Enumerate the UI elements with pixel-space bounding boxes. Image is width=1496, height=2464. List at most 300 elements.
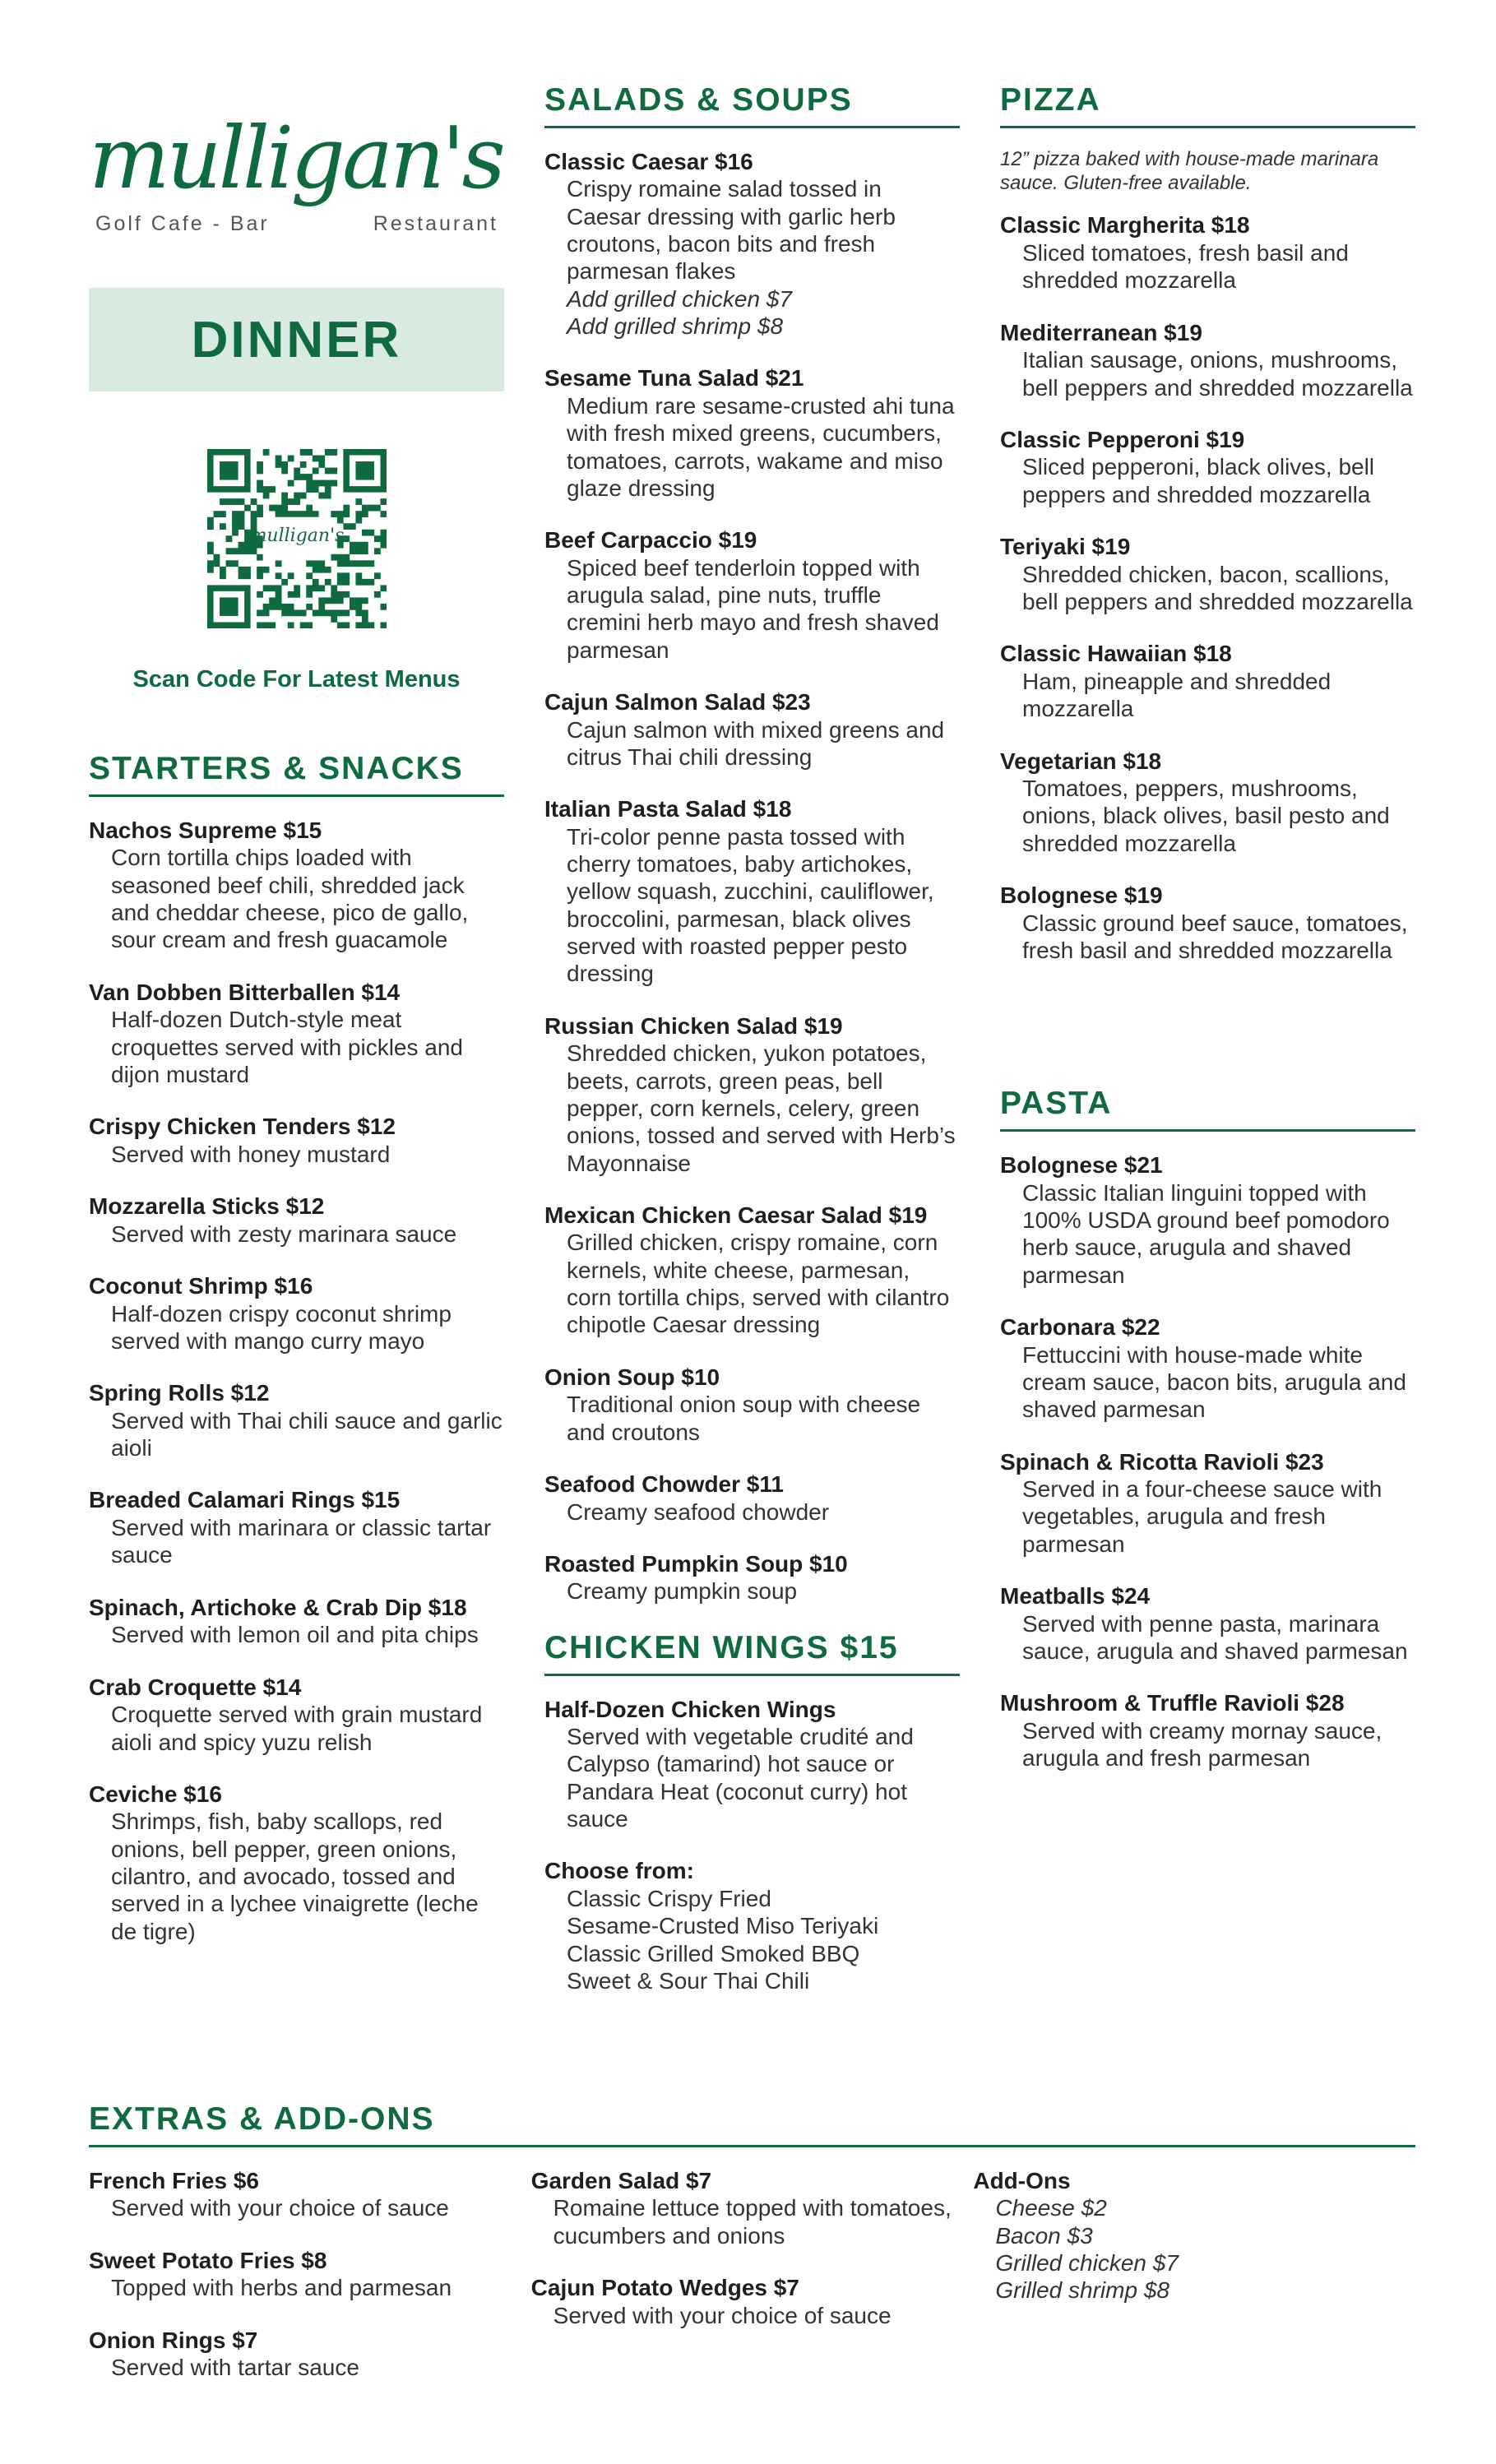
- qr-module: [306, 511, 313, 517]
- qr-module: [349, 542, 355, 549]
- menu-item: [1000, 1448, 1415, 1559]
- qr-module: [257, 609, 263, 616]
- qr-module: [355, 511, 362, 517]
- menu-item: [89, 1781, 504, 1945]
- item-name: Classic Pepperoni $19: [1000, 426, 1245, 452]
- qr-module: [331, 585, 337, 591]
- qr-module: [331, 511, 337, 517]
- qr-module: [213, 554, 220, 561]
- qr-module: [250, 511, 257, 517]
- menu-item: [1000, 882, 1415, 964]
- logo-subtitle-right: Restaurant: [373, 212, 498, 235]
- item-name: Garden Salad $7: [530, 2167, 712, 2193]
- qr-module: [324, 493, 331, 499]
- qr-module: [225, 560, 232, 567]
- qr-module: [318, 461, 325, 468]
- qr-module: [299, 609, 306, 616]
- menu-item: [1000, 211, 1415, 294]
- item-description: Ham, pineapple and shredded mozzarella: [1022, 668, 1332, 722]
- menu-item: [544, 1471, 960, 1526]
- qr-module: [281, 505, 288, 512]
- qr-module: [331, 616, 337, 623]
- left-column: [89, 82, 504, 1970]
- qr-module: [306, 474, 313, 480]
- qr-module: [294, 511, 300, 517]
- menu-item: [531, 2274, 974, 2329]
- menu-item: [89, 2167, 531, 2222]
- item-description: Romaine lettuce topped with tomatoes, cucumbers and onions: [553, 2195, 952, 2249]
- item-description: Topped with herbs and parmesan: [111, 2275, 452, 2301]
- item-description: Served with your choice of sauce: [553, 2302, 892, 2328]
- qr-module: [336, 554, 343, 561]
- menu-item: [1000, 426, 1415, 508]
- qr-module: [306, 505, 313, 512]
- menu-item: [1000, 1582, 1415, 1665]
- item-description: Italian sausage, onions, mushrooms, bell peppers and shredded mozzarella: [1022, 347, 1413, 401]
- menu-item: [544, 688, 960, 771]
- qr-module: [355, 604, 362, 610]
- item-name: Classic Hawaiian $18: [1000, 641, 1232, 667]
- qr-module: [281, 579, 288, 586]
- qr-module: [355, 461, 374, 480]
- qr-module: [318, 456, 325, 462]
- wings-list: [544, 1696, 960, 1995]
- qr-module: [306, 486, 313, 493]
- qr-module: [343, 622, 350, 628]
- item-option: Classic Crispy Fried: [567, 1886, 771, 1911]
- item-description: Served with your choice of sauce: [111, 2195, 449, 2221]
- qr-module: [281, 498, 288, 505]
- item-name: Russian Chicken Salad $19: [544, 1012, 843, 1039]
- qr-module: [220, 567, 226, 573]
- qr-module: [324, 468, 331, 475]
- qr-module: [257, 591, 263, 598]
- qr-module: [232, 498, 239, 505]
- item-description: Shrimps, fish, baby scallops, red onions, bell pepper, green onions, cilantro, and avocado, tossed and served in a lychee vinaigrette (leche de tigre): [111, 1809, 479, 1944]
- qr-module: [343, 579, 350, 586]
- qr-module: [306, 585, 313, 591]
- qr-module: [380, 604, 387, 610]
- item-description: Traditional onion soup with cheese and croutons: [567, 1392, 921, 1445]
- menu-item: [544, 1857, 960, 1994]
- item-description: Served with lemon oil and pita chips: [111, 1622, 479, 1648]
- extras-section: [89, 2101, 1415, 2406]
- qr-module: [287, 572, 294, 579]
- qr-module: [312, 560, 318, 567]
- menu-item: [1000, 748, 1415, 858]
- item-name: Spring Rolls $12: [89, 1380, 270, 1406]
- section-title-wings: CHICKEN WINGS $15: [544, 1630, 960, 1676]
- qr-module: [373, 591, 380, 598]
- qr-module: [380, 498, 387, 505]
- menu-item: [89, 1486, 504, 1568]
- qr-module: [361, 505, 368, 512]
- qr-module: [380, 585, 387, 591]
- qr-module: [207, 517, 214, 524]
- qr-module: [355, 597, 362, 604]
- item-name: Breaded Calamari Rings $15: [89, 1487, 401, 1513]
- menu-item: [544, 364, 960, 502]
- qr-module: [318, 567, 325, 573]
- qr-module: [262, 486, 269, 493]
- qr-module: [238, 517, 244, 524]
- qr-module: [281, 604, 288, 610]
- qr-module: [232, 548, 239, 554]
- qr-module: [380, 542, 387, 549]
- item-description: Classic ground beef sauce, tomatoes, fresh basil and shredded mozzarella: [1022, 910, 1408, 963]
- menu-item: [531, 2167, 974, 2249]
- menu-item: [973, 2167, 1415, 2304]
- qr-module: [349, 560, 355, 567]
- item-name: Italian Pasta Salad $18: [544, 796, 792, 822]
- qr-module: [257, 505, 263, 512]
- qr-module: [275, 604, 281, 610]
- item-description: Grilled chicken, crispy romaine, corn kernels, white cheese, parmesan, corn tortilla chips, served with cilantro chipotle Caesar dressing: [567, 1230, 950, 1338]
- qr-module: [324, 567, 331, 573]
- menu-item: [89, 1379, 504, 1461]
- qr-module: [336, 609, 343, 616]
- qr-module: [336, 511, 343, 517]
- qr-module: [275, 585, 281, 591]
- item-name: Onion Soup $10: [544, 1364, 720, 1390]
- qr-module: [213, 560, 220, 567]
- qr-logo-text: mulligan's: [249, 526, 344, 546]
- item-description: Shredded chicken, bacon, scallions, bell peppers and shredded mozzarella: [1022, 561, 1413, 614]
- item-name: Spinach & Ricotta Ravioli $23: [1000, 1448, 1324, 1475]
- qr-code-icon[interactable]: [207, 449, 387, 628]
- qr-module: [262, 493, 269, 499]
- qr-module: [207, 567, 214, 573]
- qr-module: [294, 468, 300, 475]
- qr-module: [262, 622, 269, 628]
- pizza-note: 12” pizza baked with house-made marinara sauce. Gluten-free available.: [1000, 147, 1379, 194]
- qr-module: [343, 560, 350, 567]
- menu-item: [544, 1550, 960, 1605]
- qr-module: [269, 505, 276, 512]
- item-description: Crispy romaine salad tossed in Caesar dressing with garlic herb croutons, bacon bits and fresh parmesan flakes: [567, 176, 896, 285]
- qr-module: [250, 517, 257, 524]
- qr-module: [312, 480, 318, 487]
- qr-module: [257, 554, 263, 561]
- qr-module: [294, 474, 300, 480]
- menu-item: [89, 1272, 504, 1355]
- item-name: Roasted Pumpkin Soup $10: [544, 1550, 848, 1577]
- qr-module: [275, 505, 281, 512]
- item-name: Half-Dozen Chicken Wings: [544, 1696, 836, 1722]
- qr-module: [318, 480, 325, 487]
- item-description: Served in a four-cheese sauce with vegetables, arugula and fresh parmesan: [1022, 1476, 1383, 1557]
- qr-module: [312, 511, 318, 517]
- pizza-list: [1000, 211, 1415, 964]
- qr-module: [349, 548, 355, 554]
- qr-module: [355, 572, 362, 579]
- item-name: Onion Rings $7: [89, 2327, 258, 2353]
- menu-item: [89, 817, 504, 954]
- item-name: Classic Margherita $18: [1000, 212, 1250, 239]
- addon-line: Grilled chicken $7: [995, 2250, 1179, 2276]
- qr-module: [306, 604, 313, 610]
- qr-module: [343, 523, 350, 530]
- addon-line: Cheese $2: [995, 2195, 1107, 2221]
- qr-module: [312, 468, 318, 475]
- qr-module: [331, 597, 337, 604]
- qr-module: [287, 604, 294, 610]
- qr-module: [331, 591, 337, 598]
- pasta-list: [1000, 1151, 1415, 1772]
- qr-module: [299, 493, 306, 499]
- item-description: Corn tortilla chips loaded with seasoned beef chili, shredded jack and cheddar cheese, pico de gallo, sour cream and fresh guacamole: [111, 845, 469, 953]
- section-title-salads: SALADS & SOUPS: [544, 82, 960, 128]
- qr-module: [244, 505, 251, 512]
- item-description: Served with tartar sauce: [111, 2355, 359, 2381]
- qr-module: [281, 511, 288, 517]
- qr-module: [257, 486, 263, 493]
- qr-module: [220, 572, 226, 579]
- qr-module: [380, 530, 387, 536]
- item-description: Served with Thai chili sauce and garlic aioli: [111, 1407, 503, 1461]
- qr-module: [306, 480, 313, 487]
- qr-module: [232, 517, 239, 524]
- qr-module: [343, 535, 350, 542]
- qr-module: [294, 585, 300, 591]
- qr-module: [336, 572, 343, 579]
- qr-module: [355, 622, 362, 628]
- item-name: Coconut Shrimp $16: [89, 1273, 313, 1299]
- qr-module: [349, 604, 355, 610]
- item-description: Creamy pumpkin soup: [567, 1578, 798, 1605]
- qr-module: [306, 622, 313, 628]
- qr-module: [306, 560, 313, 567]
- qr-module: [368, 622, 374, 628]
- item-name: Ceviche $16: [89, 1781, 222, 1807]
- item-description: Served with penne pasta, marinara sauce, arugula and shaved parmesan: [1022, 1610, 1408, 1664]
- menu-item: [1000, 533, 1415, 615]
- qr-module: [361, 616, 368, 623]
- qr-module: [232, 511, 239, 517]
- qr-module: [225, 535, 232, 542]
- qr-module: [220, 461, 239, 480]
- item-description: Served with vegetable crudité and Calypso (tamarind) hot sauce or Pandara Heat (coconut curry) hot sauce: [567, 1724, 914, 1832]
- qr-module: [343, 554, 350, 561]
- item-name: Choose from:: [544, 1858, 694, 1884]
- qr-module: [336, 517, 343, 524]
- qr-module: [238, 548, 244, 554]
- qr-module: [361, 530, 368, 536]
- item-option: Classic Grilled Smoked BBQ: [567, 1940, 860, 1966]
- logo-text: mulligan's: [89, 108, 503, 208]
- qr-module: [262, 567, 269, 573]
- item-name: Van Dobben Bitterballen $14: [89, 979, 401, 1005]
- qr-module: [349, 597, 355, 604]
- section-title-extras: EXTRAS & ADD-ONS: [89, 2101, 1415, 2147]
- extras-grid: [89, 2167, 1415, 2406]
- qr-module: [361, 511, 368, 517]
- qr-module: [318, 597, 325, 604]
- item-name: Cajun Salmon Salad $23: [544, 689, 811, 715]
- item-name: Sesame Tuna Salad $21: [544, 365, 804, 391]
- qr-module: [355, 579, 362, 586]
- item-extra: Add grilled shrimp $8: [567, 313, 784, 339]
- qr-module: [294, 609, 300, 616]
- qr-module: [244, 572, 251, 579]
- item-description: Tri-color penne pasta tossed with cherry tomatoes, baby artichokes, yellow squash, zucchini, cauliflower, broccolini, parmesan, black olives served with roasted pepper pesto dressing: [567, 823, 934, 987]
- item-description: Shredded chicken, yukon potatoes, beets, carrots, green peas, bell pepper, corn kernels, celery, green onions, tossed and served with Herb’s Mayonnaise: [567, 1040, 956, 1176]
- qr-module: [331, 449, 337, 456]
- qr-module: [275, 560, 281, 567]
- qr-label: Scan Code For Latest Menus: [132, 666, 461, 692]
- qr-module: [336, 579, 343, 586]
- qr-module: [361, 579, 368, 586]
- item-description: Served with creamy mornay sauce, arugula and fresh parmesan: [1022, 1717, 1383, 1772]
- qr-module: [262, 585, 269, 591]
- item-name: Seafood Chowder $11: [544, 1471, 784, 1497]
- qr-module: [207, 560, 214, 567]
- menu-item: [89, 1674, 504, 1756]
- menu-item: [544, 526, 960, 664]
- item-name: Mozzarella Sticks $12: [89, 1193, 325, 1220]
- qr-module: [257, 622, 263, 628]
- item-description: Sliced tomatoes, fresh basil and shredded mozzarella: [1022, 240, 1349, 294]
- qr-module: [294, 498, 300, 505]
- item-description: Tomatoes, peppers, mushrooms, onions, black olives, basil pesto and shredded mozzarella: [1022, 776, 1390, 856]
- item-name: Vegetarian $18: [1000, 748, 1162, 774]
- item-name: Crab Croquette $14: [89, 1674, 302, 1700]
- qr-module: [299, 449, 306, 456]
- qr-module: [257, 461, 263, 468]
- item-name: Spinach, Artichoke & Crab Dip $18: [89, 1594, 467, 1620]
- qr-module: [312, 486, 318, 493]
- qr-module: [336, 597, 343, 604]
- qr-module: [287, 622, 294, 628]
- qr-module: [380, 622, 387, 628]
- qr-module: [232, 523, 239, 530]
- qr-module: [331, 468, 337, 475]
- qr-module: [238, 498, 244, 505]
- qr-module: [306, 572, 313, 579]
- item-description: Spiced beef tenderloin topped with arugula salad, pine nuts, truffle cremini herb mayo and fresh shaved parmesan: [567, 554, 939, 663]
- section-title-pizza: PIZZA: [1000, 82, 1415, 128]
- section-title-starters: STARTERS & SNACKS: [89, 751, 504, 797]
- item-name: Bolognese $21: [1000, 1152, 1163, 1179]
- qr-module: [324, 480, 331, 487]
- qr-module: [355, 609, 362, 616]
- menu-item: [1000, 1689, 1415, 1772]
- logo-subtitle-left: Golf Cafe - Bar: [95, 212, 270, 235]
- qr-module: [324, 449, 331, 456]
- menu-item: [544, 1202, 960, 1339]
- item-name: Carbonara $22: [1000, 1313, 1160, 1340]
- menu-title: DINNER: [191, 311, 402, 368]
- item-name: Sweet Potato Fries $8: [89, 2247, 327, 2273]
- qr-module: [220, 511, 226, 517]
- right-column: [1000, 82, 1415, 1796]
- qr-module: [220, 498, 226, 505]
- item-description: Classic Italian linguini topped with 100% USDA ground beef pomodoro herb sauce, arugula and shaved parmesan: [1022, 1179, 1390, 1288]
- qr-module: [269, 622, 276, 628]
- item-name: Teriyaki $19: [1000, 534, 1131, 560]
- qr-module: [318, 560, 325, 567]
- addon-line: Grilled shrimp $8: [995, 2277, 1169, 2304]
- qr-module: [331, 609, 337, 616]
- menu-item: [544, 1012, 960, 1177]
- qr-module: [336, 591, 343, 598]
- qr-module: [355, 542, 362, 549]
- item-description: Creamy seafood chowder: [567, 1498, 830, 1525]
- qr-module: [318, 609, 325, 616]
- item-name: Mexican Chicken Caesar Salad $19: [544, 1202, 928, 1228]
- qr-module: [244, 548, 251, 554]
- qr-module: [262, 604, 269, 610]
- qr-module: [361, 622, 368, 628]
- item-name: Classic Caesar $16: [544, 148, 753, 174]
- qr-module: [257, 572, 263, 579]
- qr-module: [373, 505, 380, 512]
- qr-module: [299, 511, 306, 517]
- addons-lines: [973, 2194, 1415, 2304]
- qr-module: [343, 591, 350, 598]
- qr-module: [213, 511, 220, 517]
- menu-item: [1000, 1151, 1415, 1289]
- qr-module: [343, 511, 350, 517]
- item-name: Mediterranean $19: [1000, 319, 1202, 345]
- qr-module: [355, 498, 362, 505]
- qr-module: [373, 572, 380, 579]
- menu-item: [544, 795, 960, 987]
- qr-module: [269, 585, 276, 591]
- qr-module: [361, 609, 368, 616]
- menu-title-banner: [89, 288, 504, 391]
- item-description: Fettuccini with house-made white cream sauce, bacon bits, arugula and shaved parmesan: [1022, 1341, 1406, 1423]
- qr-module: [306, 591, 313, 598]
- qr-module: [312, 585, 318, 591]
- qr-module: [275, 456, 281, 462]
- qr-module: [238, 523, 244, 530]
- item-description: Half-dozen crispy coconut shrimp served with mango curry mayo: [111, 1300, 452, 1354]
- qr-module: [269, 486, 276, 493]
- qr-module: [281, 461, 288, 468]
- qr-module: [336, 622, 343, 628]
- menu-item: [89, 1193, 504, 1248]
- menu-item: [1000, 1313, 1415, 1424]
- menu-item: [544, 148, 960, 340]
- qr-module: [312, 579, 318, 586]
- menu-item: [89, 2247, 531, 2302]
- qr-module: [287, 480, 294, 487]
- qr-module: [368, 560, 374, 567]
- item-description: Half-dozen Dutch-style meat croquettes served with pickles and dijon mustard: [111, 1007, 463, 1087]
- qr-module: [380, 535, 387, 542]
- qr-module: [318, 604, 325, 610]
- qr-module: [299, 461, 306, 468]
- qr-module: [324, 579, 331, 586]
- qr-module: [250, 548, 257, 554]
- qr-module: [232, 530, 239, 536]
- item-option: Sweet & Sour Thai Chili: [567, 1967, 810, 1994]
- qr-module: [312, 567, 318, 573]
- qr-module: [238, 511, 244, 517]
- item-extra: Add grilled chicken $7: [567, 285, 792, 312]
- qr-module: [361, 560, 368, 567]
- extras-column-1: [89, 2167, 531, 2406]
- qr-module: [287, 511, 294, 517]
- qr-module: [343, 609, 350, 616]
- qr-module: [262, 609, 269, 616]
- menu-item: [89, 2327, 531, 2382]
- qr-module: [232, 560, 239, 567]
- menu-item: [1000, 319, 1415, 401]
- menu-item: [89, 979, 504, 1089]
- qr-module: [257, 480, 263, 487]
